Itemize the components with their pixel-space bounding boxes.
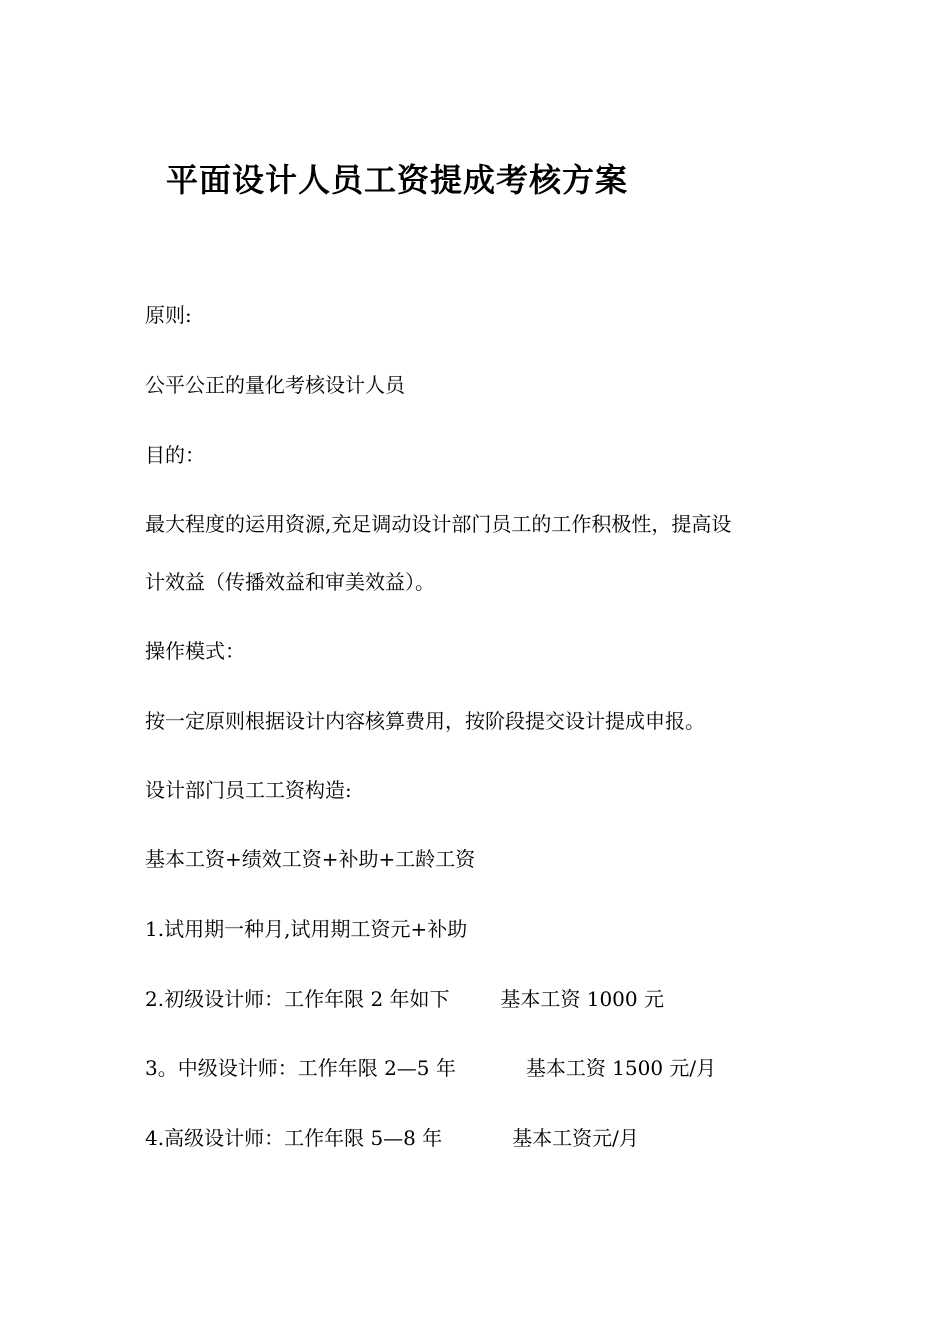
paragraph-mode-text: 按一定原则根据设计内容核算费用，按阶段提交设计提成申报。 bbox=[145, 709, 705, 733]
paragraph-purpose-heading: 目的： bbox=[145, 443, 205, 467]
paragraph-salary-structure-text: 基本工资+绩效工资+补助+工龄工资 bbox=[145, 847, 476, 871]
document-title: 平面设计人员工资提成考核方案 bbox=[166, 161, 629, 199]
paragraph-principle-text: 公平公正的量化考核设计人员 bbox=[145, 373, 405, 397]
paragraph-principle-heading: 原则: bbox=[145, 303, 192, 327]
paragraph-mode-heading: 操作模式： bbox=[145, 639, 245, 663]
paragraph-purpose-text-line1: 最大程度的运用资源,充足调动设计部门员工的工作积极性，提高设 bbox=[145, 512, 732, 536]
list-item-probation: 1.试用期一种月,试用期工资元+补助 bbox=[145, 917, 468, 941]
list-item-junior-designer: 2.初级设计师：工作年限 2 年如下 基本工资 1000 元 bbox=[145, 987, 664, 1011]
paragraph-purpose-text-line2: 计效益（传播效益和审美效益）。 bbox=[145, 570, 435, 594]
list-item-senior-designer: 4.高级设计师：工作年限 5—8 年 基本工资元/月 bbox=[145, 1126, 639, 1150]
paragraph-salary-structure-heading: 设计部门员工工资构造: bbox=[145, 778, 352, 802]
list-item-mid-designer: 3。中级设计师：工作年限 2—5 年 基本工资 1500 元/月 bbox=[145, 1056, 717, 1080]
